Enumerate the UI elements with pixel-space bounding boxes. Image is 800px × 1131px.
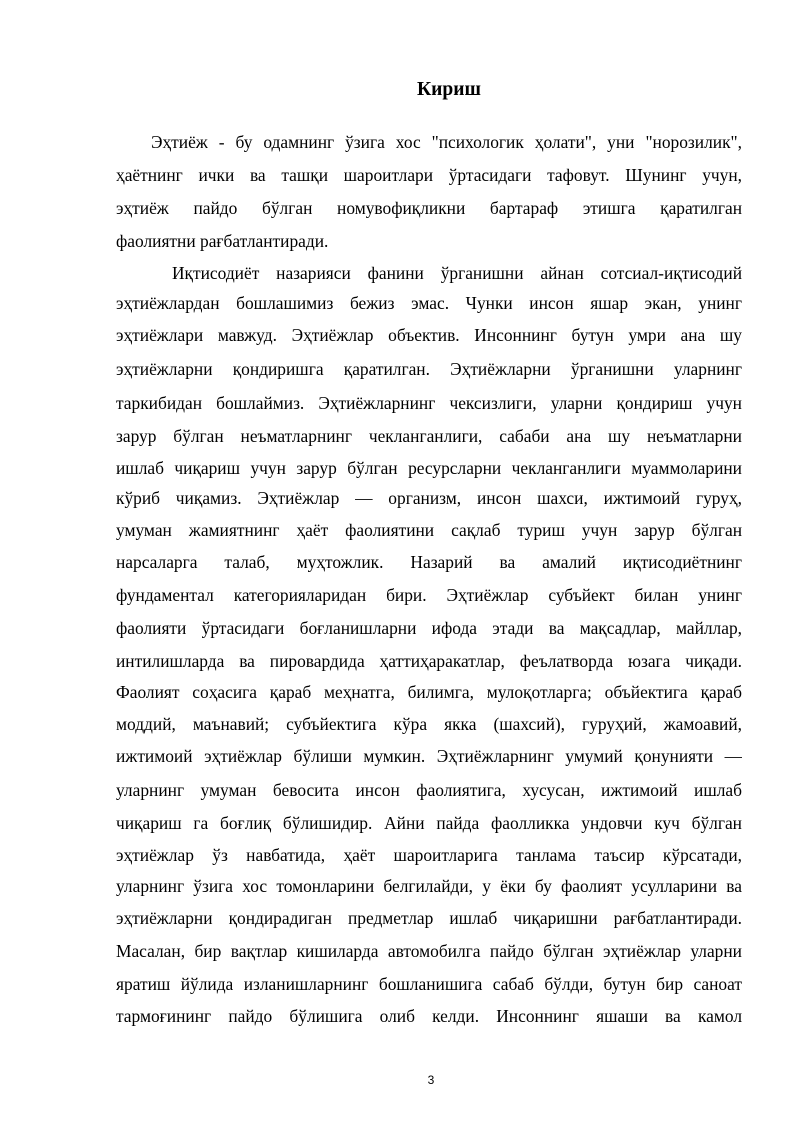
page-title: Кириш <box>417 79 481 100</box>
paragraph-2-line-22: Масалан, бир вақтлар кишиларда автомобилга пайдо бўлган эҳтиёжлар уларни <box>116 941 742 961</box>
paragraph-2-line-6: зарур бўлган неъматларнинг чекланганлиги, сабаби ана шу неъматларни <box>116 426 742 446</box>
paragraph-2-line-10: нарсаларга талаб, муҳтожлик. Назарий ва амалий иқтисодиётнинг <box>116 552 742 572</box>
paragraph-2-line-24: тармоғининг пайдо бўлишига олиб келди. Инсоннинг яшаши ва камол <box>116 1006 742 1026</box>
paragraph-2-line-9: умуман жамиятнинг ҳаёт фаолиятини сақлаб туриш учун зарур бўлган <box>116 520 742 540</box>
paragraph-2-line-20: уларнинг ўзига хос томонларини белгилайди, у ёки бу фаолият усулларини ва <box>116 876 742 896</box>
paragraph-2-line-17: уларнинг умуман бевосита инсон фаолиятига, хусусан, ижтимоий ишлаб <box>116 780 742 800</box>
paragraph-1-line-2: ҳаётнинг ички ва ташқи шароитлари ўртасидаги тафовут. Шунинг учун, <box>116 165 742 185</box>
paragraph-1-line-3: эҳтиёж пайдо бўлган номувофиқликни бартараф этишга қаратилган <box>116 198 742 218</box>
page-number: 3 <box>427 1073 435 1087</box>
paragraph-2-line-15: моддий, маънавий; субъйектига кўра якка (шахсий), гуруҳий, жамоавий, <box>116 714 742 734</box>
paragraph-2-line-11: фундаментал категорияларидан бири. Эҳтиёжлар субъйект билан унинг <box>116 585 742 605</box>
paragraph-2-line-4: эҳтиёжларни қондиришга қаратилган. Эҳтиёжларни ўрганишни уларнинг <box>116 359 742 379</box>
paragraph-2-line-21: эҳтиёжларни қондирадиган предметлар ишлаб чиқаришни рағбатлантиради. <box>116 908 742 928</box>
paragraph-1-line-1: Эҳтиёж - бу одамнинг ўзига хос "психологик ҳолати", уни "норозилик", <box>151 132 742 152</box>
paragraph-2-line-23: яратиш йўлида изланишларнинг бошланишига сабаб бўлди, бутун бир саноат <box>116 974 742 994</box>
paragraph-2-line-19: эҳтиёжлар ўз навбатида, ҳаёт шароитларига танлама таъсир кўрсатади, <box>116 845 742 865</box>
paragraph-2-line-2: эҳтиёжлардан бошлашимиз бежиз эмас. Чунки инсон яшар экан, унинг <box>116 293 742 313</box>
paragraph-2-line-5: таркибидан бошлаймиз. Эҳтиёжларнинг чексизлиги, уларни қондириш учун <box>116 393 742 413</box>
paragraph-2-line-14: Фаолият соҳасига қараб меҳнатга, билимга, мулоқотларга; объйектига қараб <box>116 682 742 702</box>
paragraph-2-line-7: ишлаб чиқариш учун зарур бўлган ресурсларни чекланганлиги муаммоларини <box>116 458 742 478</box>
paragraph-2-line-12: фаолияти ўртасидаги боғланишларни ифода этади ва мақсадлар, майллар, <box>116 618 742 638</box>
paragraph-1-line-4: фаолиятни рағбатлантиради. <box>116 231 329 251</box>
paragraph-2-line-18: чиқариш га боғлиқ бўлишидир. Айни пайда фаолликка ундовчи куч бўлган <box>116 813 742 833</box>
paragraph-2-line-16: ижтимоий эҳтиёжлар бўлиши мумкин. Эҳтиёжларнинг умумий қонунияти — <box>116 746 742 766</box>
paragraph-2-line-3: эҳтиёжлари мавжуд. Эҳтиёжлар объектив. Инсоннинг бутун умри ана шу <box>116 325 742 345</box>
paragraph-2-line-8: кўриб чиқамиз. Эҳтиёжлар — организм, инсон шахси, ижтимоий гуруҳ, <box>116 488 742 508</box>
paragraph-2-line-13: интилишларда ва пировардида ҳаттиҳаракатлар, феълатворда юзага чиқади. <box>116 651 742 671</box>
paragraph-2-line-1: Иқтисодиёт назарияси фанини ўрганишни айнан сотсиал-иқтисодий <box>172 263 742 283</box>
